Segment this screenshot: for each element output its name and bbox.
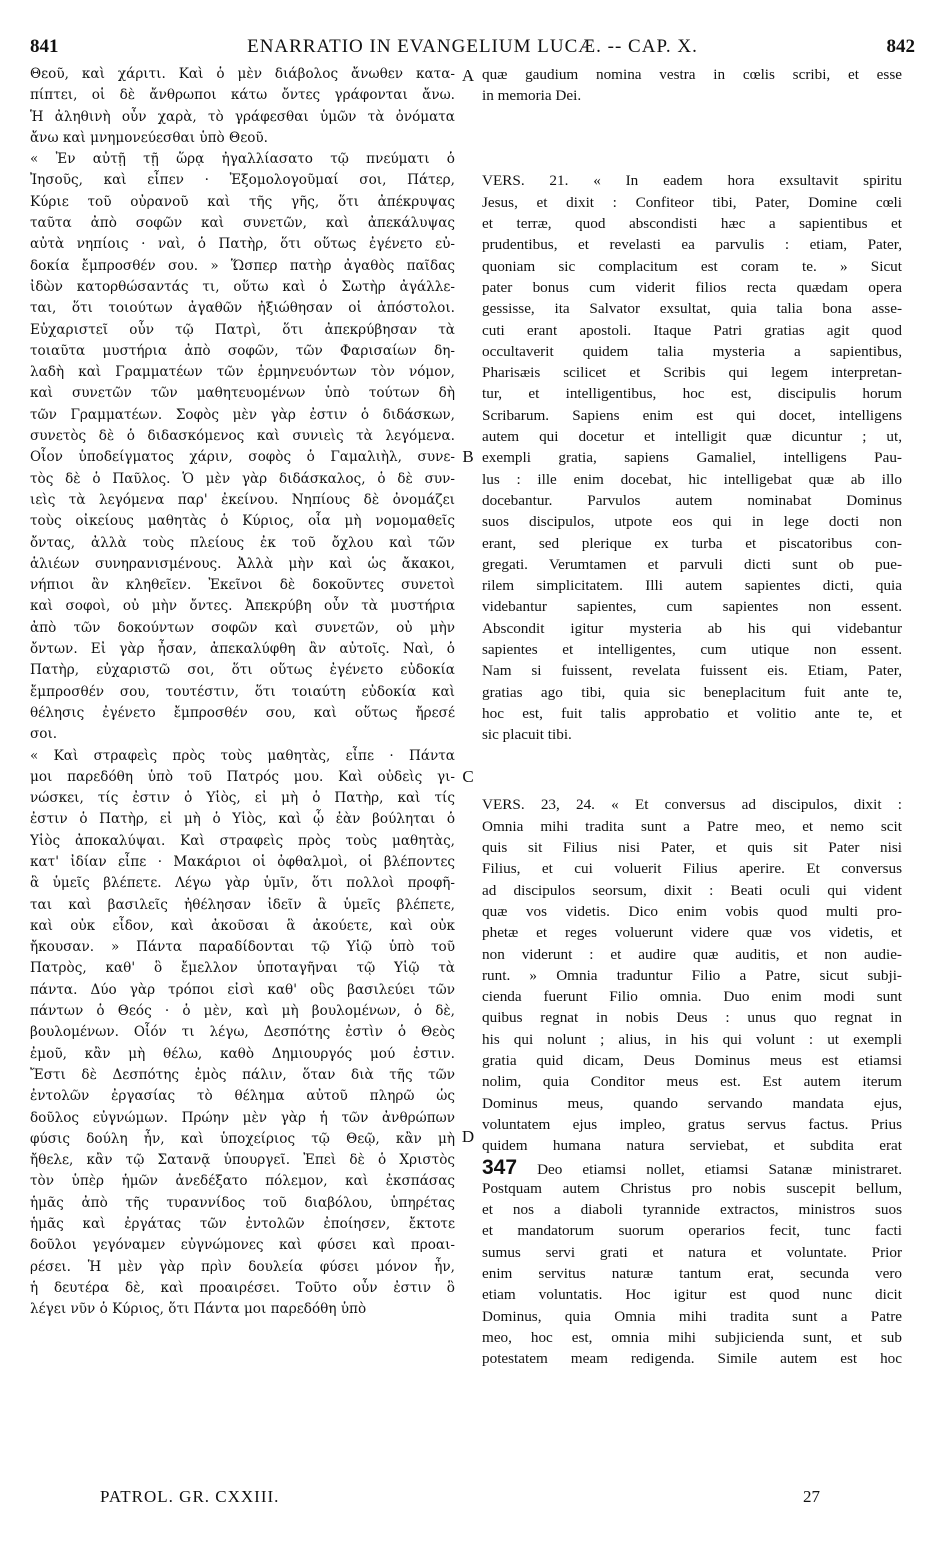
greek-line: ιεὶς τὰ λεγόμενα παρ' ἐκείνου. Νηπίους δὲ ὀνομάζει [30, 491, 455, 508]
latin-line: quoniam sic complacitum est coram te. » Sicut [482, 257, 902, 275]
latin-line: pater bonus cum viderit filios recta quædam opera [482, 278, 902, 296]
page-number-left: 841 [30, 36, 59, 57]
latin-line: et mandatorum suorum operarios fecit, tunc facti [482, 1222, 902, 1240]
latin-line: ad discipulos seorsum, dixit : Beati oculi qui vident [482, 881, 902, 899]
latin-line: prudentibus, et revelasti ea parvulis : etiam, Pater, [482, 236, 902, 254]
greek-line: ἀπὸ τῶν δοκούντων σοφῶν καὶ συνετῶν, οὐ μὴν [30, 619, 455, 636]
greek-line: τοὺς οἰκείους μαθητὰς ὁ Κύριος, οἷα μὴ νομομαθεῖς [30, 513, 455, 530]
greek-line: πάντα. Δύο γὰρ τρόποι εἰσὶ καθ' οὓς βασιλεύει τῶν [30, 981, 455, 998]
latin-line: Dominus meus, quando servando mandata ejus, [482, 1094, 902, 1112]
latin-line: sumus servi grati et natura et voluntate. Prior [482, 1243, 902, 1261]
greek-line: ἁλιέων συνηρανισμένους. Ἀλλὰ μὴν καὶ ὡς ἄκακοι, [30, 555, 455, 572]
latin-line: cuti erant apostoli. Itaque Patri gratias agit quod [482, 321, 902, 339]
latin-line: potestatem meam redigenda. Simile autem est hoc [482, 1350, 902, 1368]
latin-line: et terræ, quod abscondisti hæc a sapientibus et [482, 215, 902, 233]
greek-line: Ἡ ἀληθινὴ οὖν χαρὰ, τὸ γράφεσθαι ὑμῶν τὰ ὀνόματα [30, 108, 455, 125]
latin-line: autem qui docetur et intelligit quæ dicuntur ; ut, [482, 428, 902, 446]
greek-line: καὶ σοφοὶ, οὐ μὴν ὄντες. Ἀπεκρύβη οὖν τὰ μυστήρια [30, 598, 455, 615]
latin-line: Abscondit igitur mysteria ab his qui videbantur [482, 619, 902, 637]
latin-line: suos discipulos, utpote eos qui in lege docti non [482, 513, 902, 531]
latin-line: Dominus, quia Omnia mihi tradita sunt a Patre [482, 1307, 902, 1325]
greek-line: τῶν Γραμματέων. Σοφὸς μὲν γὰρ ἐστιν ὁ διδάσκων, [30, 406, 455, 423]
greek-line: βουλομένων. Οἷόν τι λέγω, Δεσπότης ἐστὶν ὁ Θεὸς [30, 1024, 455, 1041]
greek-line: δοῦλος εὐγνώμων. Πρώην μὲν γὰρ ἡ τῶν ἀνθρώπων [30, 1109, 455, 1126]
greek-line: ται, ὅτι τοιούτων ἀγαθῶν ἠξιώθησαν οἱ ἀπόστολοι. [30, 300, 455, 317]
latin-line: gratias ago tibi, quia sic beneplacitum fuit ante te, [482, 683, 902, 701]
greek-line: ται καὶ βασιλεῖς ἠθέλησαν ἰδεῖν ἃ ὑμεῖς βλέπετε, [30, 896, 455, 913]
greek-line: ἃ ὑμεῖς βλέπετε. Λέγω γὰρ ὑμῖν, ὅτι πολλοὶ προφῆ- [30, 875, 455, 892]
paragraph-gap [482, 746, 902, 795]
margin-marker-d: D [461, 1127, 475, 1146]
latin-line: gregati. Verumtamen et parvuli dicti sunt ob pue- [482, 555, 902, 573]
greek-line: Οἷον ὑποδείγματος χάριν, σοφὸς ὁ Γαμαλιὴλ, συνε- [30, 449, 455, 466]
footer-series: PATROL. GR. CXXIII. [100, 1487, 280, 1506]
margin-marker-a: A [461, 66, 475, 85]
greek-line: ἤκουσαν. » Πάντα παραδίδονται τῷ Υἱῷ ὑπὸ τοῦ [30, 939, 455, 956]
latin-line: quibus regnat in nobis Deus : unus quo regnat in [482, 1009, 902, 1027]
latin-line: lus : ille enim docebat, hic intelligebat quæ ab illo [482, 470, 902, 488]
paragraph-gap [482, 107, 902, 171]
greek-line: ἡ δευτέρα δὲ, καὶ προαιρέσει. Τοῦτο οὖν ἐστιν ὃ [30, 1279, 455, 1296]
greek-line: λαδὴ καὶ Γραμματέων τῶν ἑρμηνευόντων τὸν νόμον, [30, 364, 455, 381]
latin-line: Filius, et cui voluerit Filius aperire. Et conversus [482, 860, 902, 878]
latin-line: Pharisæis scilicet et Scribis qui legem interpretan- [482, 364, 902, 382]
footer-signature: 27 [803, 1487, 820, 1506]
latin-line: videbantur sapientes, cum sapientes non essent. [482, 598, 902, 616]
latin-column [482, 64, 902, 1370]
greek-line: Ἔστι δὲ Δεσπότης ἐμὸς πάλιν, ὅταν διὰ τῆς τῶν [30, 1066, 455, 1083]
latin-line-with-section-number [482, 1157, 902, 1178]
latin-line: exempli gratia, sapiens Gamaliel, intelligens Pau- [482, 449, 902, 467]
greek-line: καὶ οὐκ εἶδον, καὶ ἀκοῦσαι ἃ ἀκούετε, καὶ οὐκ [30, 917, 455, 934]
latin-line: Jesus, et dixit : Confiteor tibi, Pater, Domine cœli [482, 193, 902, 211]
latin-line: sapientes et intelligentes, cum utique non essent. [482, 641, 902, 659]
latin-line: tur, et intelligentibus, hoc est, discipulis horum [482, 385, 902, 403]
greek-line: ἐμοῦ, κἂν μὴ θέλω, καθὸ Δημιουργός μού ἐστιν. [30, 1045, 455, 1062]
greek-line: ἰδὼν κατορθώσαντάς τι, οὕτω καὶ ὁ Σωτὴρ ἀγάλλε- [30, 278, 455, 295]
greek-line: ἐστιν ὁ Πατὴρ, εἰ μὴ ὁ Υἱὸς, καὶ ᾧ ἐὰν βούληται ὁ [30, 811, 455, 828]
greek-line: ὄντων. Εἰ γὰρ ἦσαν, ἀπεκαλύφθη ἂν αὐτοῖς. Ναὶ, ὁ [30, 641, 455, 658]
greek-line: πάντων ὁ Θεός · ὁ μὲν, καὶ μὴ βουλομένων, ὁ δὲ, [30, 1003, 455, 1020]
margin-marker-b: B [462, 447, 474, 466]
greek-line: αὐτὰ νηπίοις · ναὶ, ὁ Πατὴρ, ὅτι οὕτως ἐγένετο εὐ- [30, 236, 455, 253]
latin-line: Nam si fuissent, revelata fuissent eis. Etiam, Pater, [482, 662, 902, 680]
greek-line: λέγει νῦν ὁ Κύριος, ὅτι Πάντα μοι παρεδόθη ὑπὸ [30, 1301, 367, 1318]
latin-line: his qui nolunt ; alius, in his qui volunt : ut exempli [482, 1030, 902, 1048]
greek-line: ταῦτα ἀπὸ σοφῶν καὶ συνετῶν, καὶ ἀπεκάλυψας [30, 215, 455, 232]
greek-line: Υἱὸς ἀποκαλύψαι. Καὶ στραφεὶς πρὸς τοὺς μαθητὰς, [30, 832, 455, 849]
running-title: ENARRATIO IN EVANGELIUM LUCÆ. -- CAP. X. [247, 36, 698, 57]
latin-line: Omnia mihi tradita sunt a Patre meo, et nemo scit [482, 817, 902, 835]
latin-line: quis sit Filius nisi Pater, et quis sit Pater nisi [482, 839, 902, 857]
greek-line: Κύριε τοῦ οὐρανοῦ καὶ τῆς γῆς, ὅτι ἀπέκρυψας [30, 193, 455, 210]
greek-line: τὸς δὲ ὁ Παῦλος. Ὁ μὲν γὰρ διδάσκαλος, ὁ δὲ συν- [30, 470, 455, 487]
greek-line: ἐντολῶν ἐργασίας τὸ θέλημα αὐτοῦ πληρῶ ὡς [30, 1088, 455, 1105]
greek-line: μοι παρεδόθη ὑπὸ τοῦ Πατρός μου. Καὶ οὐδεὶς γι- [30, 768, 455, 785]
greek-line: Ἰησοῦς, καὶ εἶπεν · Ἐξομολογοῦμαί σοι, Πάτερ, [30, 172, 455, 189]
latin-line: gratia quid dicam, Deus Dominus meus est etiamsi [482, 1052, 902, 1070]
latin-line-text: Deo etiamsi nollet, etiamsi Satanæ ministraret. [537, 1160, 902, 1178]
greek-line: Εὐχαριστεῖ οὖν τῷ Πατρὶ, ὅτι ἀπεκρύβησαν τὰ [30, 321, 455, 338]
greek-line: ἡμᾶς καὶ ἐργάτας τῶν ἐντολῶν ἐποίησεν, ἔκτοτε [30, 1216, 455, 1233]
greek-line: θέλησις ἐγένετο ἔμπροσθέν σου, καὶ οὕτως ἤρεσέ [30, 704, 455, 721]
greek-line: πίπτει, οἱ δὲ ἄνθρωποι κάτω ὄντες γράφονται ἄνω. [30, 87, 455, 104]
latin-line: docebantur. Parvulos autem nominabat Dominus [482, 491, 902, 509]
latin-line: sic placuit tibi. [482, 726, 572, 744]
latin-line: cienda fuerunt Filio omnia. Duo enim modi sunt [482, 988, 902, 1006]
latin-line: rilem simplicitatem. Illi autem sapientes dicti, quia [482, 577, 902, 595]
greek-line: Θεοῦ, καὶ χάριτι. Καὶ ὁ μὲν διάβολος ἄνωθεν κατα- [30, 66, 455, 82]
greek-line: νώσκει, τίς ἐστιν ὁ Υἱὸς, εἰ μὴ ὁ Πατὴρ, καὶ τίς [30, 790, 455, 807]
latin-line: et nos a diaboli tyrannide extractos, ministros suos [482, 1201, 902, 1219]
latin-line: quæ vos videtis. Dico enim vobis quod multi pro- [482, 902, 902, 920]
greek-line: σοι. [30, 726, 58, 743]
latin-line: quidem humana natura serviebat, et subdita erat [482, 1137, 902, 1155]
greek-line: νήπιοι ἂν κληθεῖεν. Ἐκεῖνοι δὲ δοκοῦντες συνετοὶ [30, 577, 455, 594]
latin-line: enim servitus naturæ tantum erat, secunda vero [482, 1265, 902, 1283]
section-number: 347 [482, 1156, 518, 1178]
latin-line: runt. » Omnia traduntur Filio a Patre, sicut subji- [482, 966, 902, 984]
greek-line: καὶ συνετῶν τῶν μαθητευομένων ὑπὸ τούτων δὴ [30, 385, 455, 402]
latin-line: etiam voluntatis. Hoc igitur est quod nunc dicit [482, 1286, 902, 1304]
greek-line: κατ' ἰδίαν εἶπε · Μακάριοι οἱ ὀφθαλμοὶ, οἱ βλέποντες [30, 853, 455, 870]
latin-line: nolim, quia Conditor meus est. Est autem iterum [482, 1073, 902, 1091]
latin-line: non viderunt : et audire quæ auditis, et non audie- [482, 945, 902, 963]
latin-line: meo, hoc est, omnia mihi subjicienda sunt, et sub [482, 1328, 902, 1346]
latin-line: in memoria Dei. [482, 87, 582, 105]
latin-line: quæ gaudium nomina vestra in cœlis scribi, et esse [482, 66, 902, 83]
greek-line: δοκία ἔμπροσθέν σου. » Ὥσπερ πατὴρ ἀγαθὸς παῖδας [30, 257, 455, 274]
page-footer [100, 1487, 820, 1511]
greek-column [30, 64, 455, 1321]
latin-line: VERS. 23, 24. « Et conversus ad discipulos, dixit : [482, 796, 902, 814]
greek-line: φύσις δούλη ἦν, καὶ ὑποχείριος τῷ Θεῷ, κἂν μὴ [30, 1130, 455, 1147]
greek-line: Πατρὸς, καθ' ὃ ἔμελλον ὑποταγῆναι τῷ Υἱῷ τὰ [30, 960, 455, 977]
greek-line: τὸν ὑπὲρ ἡμῶν ἀνεδέξατο πόλεμον, καὶ ἐκσπάσας [30, 1173, 455, 1190]
greek-line: « Καὶ στραφεὶς πρὸς τοὺς μαθητὰς, εἶπε · Πάντα [30, 747, 455, 764]
greek-line: Πατὴρ, εὐχαριστῶ σοι, ὅτι οὕτως ἐγένετο εὐδοκία [30, 662, 455, 679]
latin-line: phetæ et reges voluerunt videre quæ vos videtis, et [482, 924, 902, 942]
latin-line: gessisse, ita Salvator exsultat, quia talia bona asse- [482, 300, 902, 318]
greek-line: « Ἐν αὐτῇ τῇ ὥρᾳ ἠγαλλίασατο τῷ πνεύματι ὁ [30, 151, 455, 168]
latin-line: Postquam autem Christus pro nobis suscepit bellum, [482, 1179, 902, 1197]
greek-line: ἡμᾶς ἀπὸ τῆς τυραννίδος τοῦ διαβόλου, ὑπηρέτας [30, 1194, 455, 1211]
margin-marker-c: C [462, 767, 474, 786]
page-number-right: 842 [886, 36, 915, 57]
latin-line: erant, sed plerique ex turba et piscatoribus con- [482, 534, 902, 552]
greek-line: συνετὸς δὲ ὁ διδασκόμενος καὶ συνιεὶς τὰ λεγόμενα. [30, 428, 455, 445]
greek-line: ἄνω καὶ μνημονεύεσθαι ὑπὸ Θεοῦ. [30, 129, 269, 146]
greek-line: ὄντας, ἀλλὰ τοὺς πλείους ἐκ τοῦ ὄχλου καὶ τῶν [30, 534, 455, 551]
latin-line: VERS. 21. « In eadem hora exsultavit spiritu [482, 172, 902, 190]
running-header [30, 36, 915, 60]
greek-line: ἔμπροσθέν σου, τουτέστιν, ὅτι τοιαύτη εὐδοκία καὶ [30, 683, 455, 700]
latin-line: voluntatem ejus impleo, gratus servus factus. Prius [482, 1115, 902, 1133]
latin-line: Scribarum. Sapiens enim est qui docet, intelligens [482, 406, 902, 424]
greek-line: τοιαῦτα μυστήρια ἀπὸ σοφῶν, τῶν Φαρισαίων δη- [30, 342, 455, 359]
latin-line: hoc est, fuit talis approbatio et volitio ante te, et [482, 704, 902, 722]
latin-line: occultaverit quidem talia mysteria a sapientibus, [482, 342, 902, 360]
greek-line: δοῦλοι γεγόναμεν εὐγνώμονες καὶ φύσει καὶ προαι- [30, 1237, 455, 1254]
greek-line: ρέσει. Ἡ μὲν γὰρ πρὶν δουλεία φύσει μόνον ἦν, [30, 1258, 455, 1275]
greek-line: ἤθελε, κἂν τῷ Σατανᾷ ὑπουργεῖ. Ἐπεὶ δὲ ὁ Χριστὸς [30, 1152, 455, 1169]
